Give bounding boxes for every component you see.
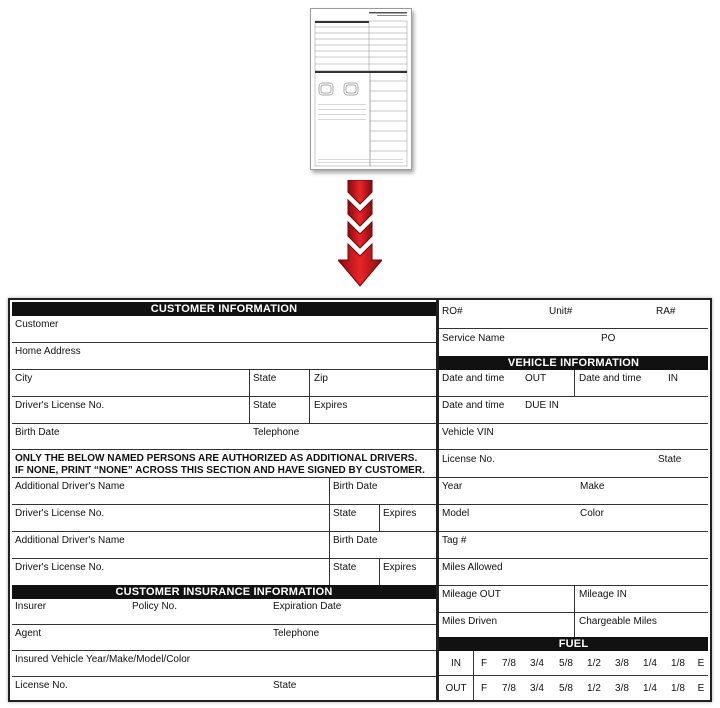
agent-label: Agent [15,628,42,639]
city-row[interactable] [12,370,436,397]
birth-date-label: Birth Date [15,427,60,438]
additional-driver-row-1[interactable] [12,478,436,505]
vehicle-state-label: State [658,454,682,465]
vehicle-license-row[interactable] [439,450,708,478]
customer-row[interactable] [12,316,436,343]
make-label: Make [580,481,605,492]
insurance-information-header: CUSTOMER INSURANCE INFORMATION [12,585,436,599]
fuel-level-1-4[interactable]: 1/4 [643,658,657,669]
state-label: State [333,508,357,519]
license-expires-label: Expires [314,400,348,411]
expires-label: Expires [383,562,417,573]
in-label: IN [668,373,678,384]
ra-label: RA# [656,306,676,317]
insured-vehicle-row[interactable] [12,651,436,677]
state-label: State [253,373,277,384]
fuel-level-1-2[interactable]: 1/2 [587,658,601,669]
additional-driver-license-row-2[interactable] [12,559,436,585]
out-label: OUT [525,373,547,384]
agent-telephone-label: Telephone [273,628,320,639]
fuel-header: FUEL [439,637,708,651]
right-column [439,300,708,700]
date-time-out-label: Date and time [442,373,505,384]
fuel-level-1-4[interactable]: 1/4 [643,683,657,694]
year-label: Year [442,481,463,492]
fuel-level-5-8[interactable]: 5/8 [559,683,573,694]
down-arrow-icon [338,180,382,290]
zip-label: Zip [314,373,328,384]
fuel-in-label: IN [451,658,461,669]
vehicle-information-header: VEHICLE INFORMATION [439,356,708,370]
additional-driver-label: Additional Driver's Name [15,481,125,492]
drivers-license-row[interactable] [12,397,436,424]
model-color-row[interactable] [439,505,708,532]
fuel-level-3-4[interactable]: 3/4 [530,683,544,694]
po-label: PO [601,333,616,344]
insured-state-label: State [273,680,297,691]
vehicle-license-label: License No. [442,454,495,465]
fuel-level-e[interactable]: E [697,658,705,669]
policy-no-label: Policy No. [132,601,178,612]
notice-line-1: ONLY THE BELOW NAMED PERSONS ARE AUTHORIZED AS ADDITIONAL DRIVERS. [15,453,418,464]
unit-label: Unit# [549,306,573,317]
fuel-level-1-8[interactable]: 1/8 [671,683,685,694]
date-out-in-row[interactable] [439,370,708,397]
due-in-label: DUE IN [525,400,559,411]
insurer-row[interactable] [12,599,436,625]
model-label: Model [442,508,470,519]
expiration-date-label: Expiration Date [273,601,342,612]
miles-driven-label: Miles Driven [442,616,498,627]
customer-label: Customer [15,319,59,330]
miles-allowed-label: Miles Allowed [442,562,503,573]
birth-date-label: Birth Date [333,535,378,546]
birth-date-label: Birth Date [333,481,378,492]
mileage-in-label: Mileage IN [579,589,627,600]
year-make-row[interactable] [439,478,708,505]
vehicle-vin-row[interactable] [439,424,708,450]
additional-driver-label: Additional Driver's Name [15,535,125,546]
additional-driver-row-2[interactable] [12,532,436,559]
mileage-row[interactable] [439,586,708,613]
additional-driver-license-row-1[interactable] [12,505,436,532]
fuel-level-7-8[interactable]: 7/8 [502,658,516,669]
ro-unit-ra-row[interactable] [439,302,708,329]
drivers-license-label: Driver's License No. [15,508,105,519]
fuel-level-e[interactable]: E [697,683,705,694]
fuel-level-f[interactable]: F [480,683,488,694]
fuel-level-3-8[interactable]: 3/8 [615,683,629,694]
fuel-level-1-8[interactable]: 1/8 [671,658,685,669]
fuel-out-row[interactable] [439,676,708,700]
notice-line-2: IF NONE, PRINT “NONE” ACROSS THIS SECTION AND HAVE SIGNED BY CUSTOMER. [15,465,425,476]
fuel-level-5-8[interactable]: 5/8 [559,658,573,669]
drivers-license-label: Driver's License No. [15,562,105,573]
service-name-label: Service Name [442,333,505,344]
document-thumbnail [310,8,412,170]
color-label: Color [580,508,604,519]
fuel-out-label: OUT [445,683,467,694]
fuel-in-row[interactable] [439,651,708,676]
drivers-license-label: Driver's License No. [15,400,105,411]
miles-allowed-row[interactable] [439,559,708,586]
fuel-level-f[interactable]: F [480,658,488,669]
fuel-level-7-8[interactable]: 7/8 [502,683,516,694]
vehicle-vin-label: Vehicle VIN [442,427,494,438]
additional-drivers-notice [12,450,436,478]
birth-date-row[interactable] [12,424,436,450]
agent-row[interactable] [12,625,436,651]
insured-license-row[interactable] [12,677,436,700]
fuel-level-3-8[interactable]: 3/8 [615,658,629,669]
home-address-row[interactable] [12,343,436,370]
left-column [12,300,436,700]
chargeable-miles-label: Chargeable Miles [579,616,657,627]
service-name-row[interactable] [439,329,708,356]
date-time-in-label: Date and time [579,373,642,384]
state-label: State [333,562,357,573]
customer-information-header: CUSTOMER INFORMATION [12,302,436,316]
date-time-due-label: Date and time [442,400,505,411]
miles-driven-row[interactable] [439,613,708,637]
ro-label: RO# [442,306,463,317]
fuel-level-1-2[interactable]: 1/2 [587,683,601,694]
insured-vehicle-label: Insured Vehicle Year/Make/Model/Color [15,654,191,665]
insured-license-label: License No. [15,680,68,691]
home-address-label: Home Address [15,346,81,357]
expires-label: Expires [383,508,417,519]
telephone-label: Telephone [253,427,300,438]
mileage-out-label: Mileage OUT [442,589,501,600]
tag-row[interactable] [439,532,708,559]
tag-label: Tag # [442,535,467,546]
city-label: City [15,373,33,384]
license-state-label: State [253,400,277,411]
date-due-in-row[interactable] [439,397,708,424]
rental-agreement-form [8,298,712,702]
insurer-label: Insurer [15,601,47,612]
fuel-level-3-4[interactable]: 3/4 [530,658,544,669]
